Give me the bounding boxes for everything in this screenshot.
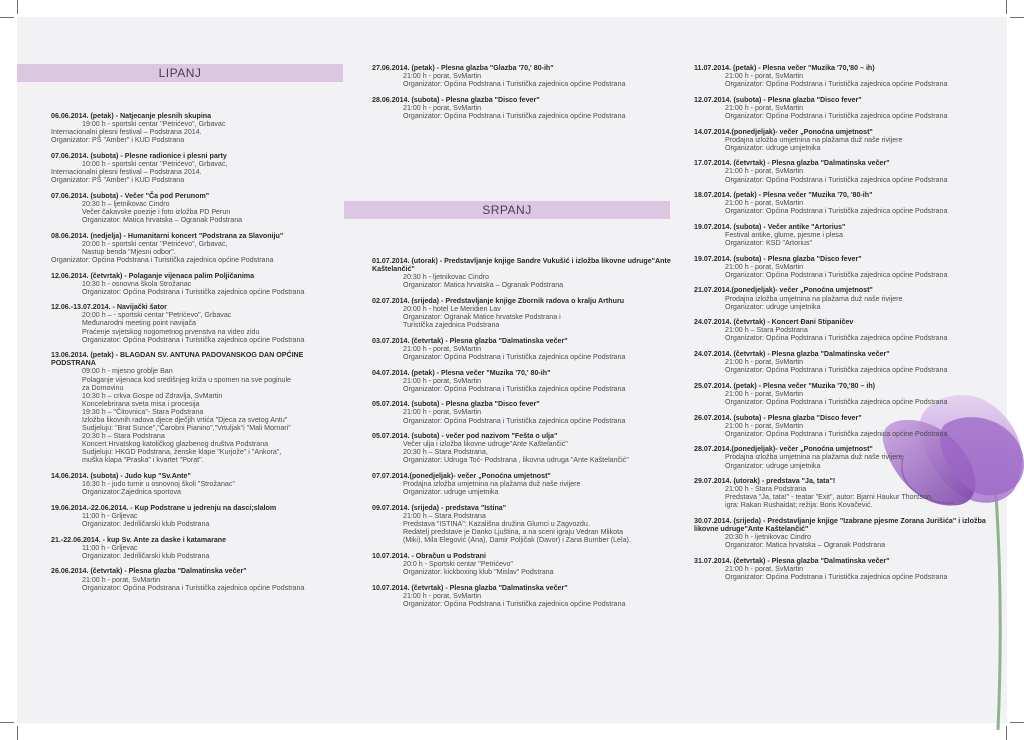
event-title: 01.07.2014. (utorak) - Predstavljanje knjige Sandre Vukušić i izložba likovne udruge"Ante Kaštelančić" [372,257,671,274]
event-detail: Prodajna izložba umjetnina na plažama duž naše rivijere [725,453,903,462]
event-detail: 21:00 h - porat, SvMartin [725,167,804,176]
event-detail: Predstava "ISTINA": Kazališna družina Glumci u Zagvozdu. [403,519,590,528]
event-detail: Redatelj predstave je Danko Ljuština, a na sceni igraju Vedran Mlikota [403,528,624,537]
event-entry [694,477,994,509]
event-title: 26.07.2014. (subota) - Plesna glazba "Disco fever" [694,413,862,422]
event-detail: 10:30 h – crkva Gospe od Zdravlja, SvMartin [82,391,223,400]
event-detail: Organizator: Matica hrvatska – Ogranak Podstrana [725,541,886,550]
event-detail: muška klapa "Praska" i kvartet "Porat". [82,456,204,465]
event-entry [694,286,994,310]
srpanj-column-2 [694,64,994,589]
event-title: 28.07.2014.(ponedjeljak)- večer „Ponoćna umjetnost" [694,445,873,454]
event-entry [51,112,336,144]
section-header-srpanj: SRPANJ [344,201,670,219]
event-entry [372,257,672,289]
event-detail: 21:00 h - porat, SvMartin [725,389,804,398]
event-detail: Organizator: Ogranak Matice hrvatske Podstrana i [403,313,561,322]
event-detail: Organizator: KSD "Artorius" [725,239,813,248]
event-detail: 21:00 h - porat, SvMartin [725,358,804,367]
event-detail: 20:0 h - Sportski centar "Petrićevo" [403,559,513,568]
event-detail: Koncert Hrvatskog katoličkog glazbenog društva Podstrana [82,440,269,449]
event-detail: 21:00 h – Stara Podstrana [403,511,486,520]
event-detail: Organizator: Općina Podstrana i Turistička zajednica općine Podstrana [82,583,305,592]
event-entry [51,272,336,296]
event-detail: Sudjeluju: "Brat Sunce","Čarobni Pianino","Vrtuljak"i "Mali Mornari" [82,424,291,433]
event-title: 02.07.2014. (srijeda) - Predstavljanje knjige Zbornik radova o kralju Arthuru [372,296,625,305]
event-title: 21.-22.06.2014. - kup Sv. Ante za daske i katamarane [51,535,227,544]
event-entry [51,232,336,264]
event-detail: Organizator: Općina Podstrana i Turistička zajednica općine Podstrana [403,352,626,361]
event-title: 24.07.2014. (četvrtak) - Koncert Đani Stipaničev [694,318,854,327]
event-detail: Organizator: Matica hrvatska – Ogranak Podstrana [403,281,564,290]
event-detail: 20:30 h – Stara Podstrana, [403,448,488,457]
event-detail: Organizator: Općina Podstrana i Turistička zajednica općine Podstrana [403,416,626,425]
event-detail: Organizator: Općina Podstrana i Turistička zajednica općine Podstrana [725,573,948,582]
event-detail: Organizator: udruge umjetnika [725,143,821,152]
event-title: 03.07.2014. (četvrtak) - Plesna glazba "Dalmatinska večer" [372,336,568,345]
event-detail: Organizator: Općina Podstrana i Turistička zajednica općine Podstrana [725,334,948,343]
event-detail: Organizator: Općina Podstrana i Turistička zajednica općine Podstrana [403,599,626,608]
event-detail: Nastup benda "Mjesni odbor". [82,247,176,256]
event-detail: Organizator: Općina Podstrana i Turistička zajednica općine Podstrana [82,287,305,296]
event-title: 14.07.2014.(ponedjeljak)- večer „Ponoćna umjetnost" [694,127,873,136]
event-detail: Organizator: Općina Podstrana i Turistička zajednica općine Podstrana [725,80,948,89]
event-detail: 21:00 h - porat, SvMartin [725,72,804,81]
event-entry [51,152,336,184]
event-detail: 11:00 h - Grljevac [82,511,138,520]
event-title: 08.06.2014. (nedjelja) - Humanitarni koncert "Podstrana za Slavoniju" [51,231,284,240]
event-detail: 21:00 h - porat, SvMartin [82,575,161,584]
event-detail: Večer ulja i izložba likovne udruge"Ante Kaštelančić" [403,440,568,449]
event-title: 24.07.2014. (četvrtak) - Plesna glazba "Dalmatinska večer" [694,350,890,359]
event-detail: 10:00 h - sportski centar "Petrićevo", Grbavac, [82,159,228,168]
event-detail: 09:00 h - mjesno groblje Ban [82,367,173,376]
event-detail: Organizator: udruge umjetnika [725,461,821,470]
event-detail: igra: Rakan Rushaidat; režija: Boris Kovačević. [725,501,873,510]
event-entry [694,414,994,438]
event-detail: 16:30 h - judo turnir u osnovnoj školi "Strožanac" [82,480,235,489]
event-title: 19.07.2014. (subota) - Večer antike "Artorius" [694,222,846,231]
event-detail: Organizator: Jedriličarski klub Podstrana [82,551,210,560]
event-entry [372,400,672,424]
event-detail: 21:00 h - porat, SvMartin [403,591,482,600]
event-detail: Turistička zajednica Podstrana [403,321,500,330]
event-title: 12.06.-13.07.2014. - Navijački šator [51,303,167,312]
event-detail: Praćenje svjetskog nogometnog prvenstva na video zidu [82,327,260,336]
event-title: 07.07.2014.(ponedjeljak)- večer „Ponoćna umjetnost" [372,471,551,480]
event-title: 19.06.2014.-22.06.2014. - Kup Podstrane u jedrenju na dasci;slalom [51,503,277,512]
event-detail: Sudjeluju: HKGD Podstrana, ženske klape "Kurjože" i "Ankora", [82,448,282,457]
event-detail: Organizator: Općina Podstrana i Turistička zajednica općine Podstrana [51,255,274,264]
event-title: 28.06.2014. (subota) - Plesna glazba "Disco fever" [372,95,540,104]
event-entry [372,64,672,88]
event-detail: 20:00 h - sportski centar "Petrićevo", Grbavac, [82,239,228,248]
event-entry [51,567,336,591]
lipanj-events-cont [372,64,672,120]
event-detail: 21:00 h - porat, SvMartin [403,408,482,417]
event-detail: 21:00 h - porat, SvMartin [403,376,482,385]
event-entry [372,552,672,576]
event-detail: 20:00 h - hotel Le Meridien Lav [403,304,501,313]
srpanj-events [372,257,672,615]
event-title: 29.07.2014. (utorak) - predstava "Ja, tata"! [694,477,836,486]
event-detail: za Domovinu [82,383,124,392]
event-entry [372,337,672,361]
event-entry [51,303,336,343]
event-entry [372,504,672,544]
event-title: 19.07.2014. (subota) - Plesna glazba "Disco fever" [694,254,862,263]
event-entry [694,445,994,469]
event-detail: Organizator: Jedriličarski klub Podstrana [82,520,210,529]
event-detail: Organizator: Općina Podstrana i Turistička zajednica općine Podstrana [725,207,948,216]
event-detail: 11:00 h - Grljevac [82,543,138,552]
event-entry [694,223,994,247]
section-header-lipanj: LIPANJ [17,64,343,82]
event-detail: 19:00 h - sportski centar "Petrićevo", Grbavac [82,120,226,129]
event-title: 07.06.2014. (subota) - Plesne radionice i plesni party [51,151,227,160]
event-detail: 20:00 h – - sportski centar "Petrićevo", Grbavac [82,311,232,320]
event-entry [694,64,994,88]
crop-mark [0,17,14,18]
event-detail: 21:00 h - porat, SvMartin [725,565,804,573]
event-title: 06.06.2014. (petak) - Natjecanje plesnih skupina [51,112,212,120]
event-detail: (Miki), Mila Elegović (Ana), Damir Poljičak (Davor) i Zana Bumber (Lela). [403,536,631,545]
event-detail: Organizator: Općina Podstrana i Turistička zajednica općine Podstrana [82,335,305,344]
event-entry [694,382,994,406]
event-detail: Organizator: Općina Podstrana i Turistička zajednica općine Podstrana [725,366,948,375]
event-entry [694,191,994,215]
event-entry [372,297,672,329]
event-detail: Izložba likovnih radova djece dječjih vrtića "Djeca za svetog Antu" [82,416,288,424]
event-title: 10.07.2014. (četvrtak) - Plesna glazba "Dalmatinska večer" [372,583,568,592]
event-title: 12.07.2014. (subota) - Plesna glazba "Disco fever" [694,95,862,104]
event-entry [51,192,336,224]
crop-mark [0,722,14,723]
event-entry [694,159,994,183]
event-detail: Organizator: udruge umjetnika [403,488,499,497]
event-title: 17.07.2014. (četvrtak) - Plesna glazba "Dalmatinska večer" [694,159,890,168]
event-detail: 21:00 h - porat, SvMartin [725,103,804,112]
event-detail: Prodajna izložba umjetnina na plažama duž naše rivijere [403,480,581,489]
event-title: 27.06.2014. (petak) - Plesna glazba "Glazba '70,' 80-ih" [372,64,554,72]
event-title: 10.07.2014. - Obračun u Podstrani [372,551,486,560]
event-detail: Večer čakavske poezije i foto izložba PD Perun [82,207,231,216]
event-detail: Koncelebrirana sveta misa i procesija [82,399,200,408]
event-detail: Organizator: Općina Podstrana i Turistička zajednica općine Podstrana [403,80,626,89]
event-detail: Organizator: Općina Podstrana i Turistička zajednica općine Podstrana [725,429,948,438]
event-detail: 20:30 h – Stara Podstrana [82,432,165,441]
event-detail: Predstava "Ja, tata!" - teatar "Exit", autor: Bjarni Haukur Thorsson, [725,493,933,502]
event-detail: Prodajna izložba umjetnina na plažama duž naše rivijere [725,135,903,144]
event-entry [372,369,672,393]
event-detail: 21:00 h - porat, SvMartin [403,103,482,112]
event-title: 05.07.2014. (subota) - Plesna glazba "Disco fever" [372,400,540,409]
event-detail: 21:00 h - porat, SvMartin [403,344,482,353]
event-entry [694,517,994,549]
event-detail: 21:00 h – Stara Podstrana [725,326,808,335]
event-detail: Internacionalni plesni festival – Podstrana 2014. [51,128,202,137]
event-detail: 20:30 h - ljetnikovac Cindro [403,273,489,282]
event-detail: 21:00 h - porat, SvMartin [725,199,804,208]
event-title: 11.07.2014. (petak) - Plesna večer "Muzika '70,'80 – ih) [694,64,875,72]
event-detail: Organizator:Zajednica sportova [82,488,181,497]
event-entry [51,472,336,496]
event-title: 07.06.2014. (subota) - Večer "Ča pod Perunom" [51,191,210,200]
event-title: 12.06.2014. (četvrtak) - Polaganje vijenaca palim Poljičanima [51,271,255,280]
crop-mark [17,726,18,740]
event-detail: 21:00 h - porat, SvMartin [725,421,804,430]
event-detail: Organizator: Udruga Toć- Podstrana , likovna udruga "Ante Kaštelančić" [403,456,629,465]
event-entry [51,504,336,528]
event-detail: Organizator: Općina Podstrana i Turistička zajednica općine Podstrana [403,384,626,393]
event-entry [694,128,994,152]
event-entry [372,584,672,608]
crop-mark [1006,0,1007,14]
event-detail: Organizator: Općina Podstrana i Turistička zajednica općine Podstrana [725,398,948,406]
event-detail: Prodajna izložba umjetnina na plažama duž naše rivijere [725,294,903,303]
event-detail: 21:00 h - Stara Podstrana [725,485,807,494]
event-title: 09.07.2014. (srijeda) - predstava "Istina" [372,503,507,512]
event-title: 14.06.2014. (subota) - Judo kup "Sv.Ante" [51,472,191,481]
event-detail: Organizator: Općina Podstrana i Turistička zajednica općine Podstrana [725,270,948,279]
event-title: 25.07.2014. (petak) - Plesna večer "Muzika '70,'80 – ih) [694,381,876,390]
event-detail: Organizator: PŠ "Amber" i KUD Podstrana [51,176,185,185]
crop-mark [17,0,18,14]
event-detail: Internacionalni plesni festival – Podstrana 2014. [51,168,202,177]
event-entry [51,536,336,560]
event-detail: 19:30 h – "Čitovnica"- Stara Podstrana [82,407,204,416]
event-title: 26.06.2014. (četvrtak) - Plesna glazba "Dalmatinska večer" [51,567,247,576]
event-detail: 20:30 h – ljetnikovac Cindro [82,199,170,208]
event-detail: Organizator: Matica hrvatska – Ogranak Podstrana [82,216,243,225]
event-entry [372,472,672,496]
event-title: 13.06.2014. (petak) - BLAGDAN SV. ANTUNA PADOVANSKOG DAN OPĆINE PODSTRANA [51,351,304,368]
lipanj-column [51,112,336,599]
event-detail: Međunarodni meeting point navijača [82,319,196,328]
event-entry [694,557,994,581]
crop-mark [1010,17,1024,18]
event-entry [51,351,336,464]
event-title: 04.07.2014. (petak) - Plesna večer "Muzika '70,' 80-ih" [372,368,551,377]
event-entry [372,432,672,464]
event-detail: Organizator: Općina Podstrana i Turistička zajednica općine Podstrana [725,175,948,184]
event-detail: 21:00 h - porat, SvMartin [403,72,482,81]
event-detail: Organizator: Općina Podstrana i Turistička zajednica općine Podstrana [725,111,948,120]
event-title: 21.07.2014.(ponedjeljak)- večer „Ponoćna umjetnost" [694,286,873,295]
event-detail: Organizator: PŠ "Amber" i KUD Podstrana [51,136,185,145]
event-entry [694,255,994,279]
event-detail: Festival antike, glume, pjesme i plesa [725,231,843,239]
event-detail: 21:00 h - porat, SvMartin [725,262,804,271]
event-title: 05.07.2014. (subota) - večer pod nazivom "Fešta o ulja" [372,432,558,441]
event-entry [372,96,672,120]
event-detail: Organizator: Općina Podstrana i Turistička zajednica općine Podstrana [403,111,626,120]
event-title: 30.07.2014. (srijeda) - Predstavljanje knjige "Izabrane pjesme Zorana Jurišića" i izložba likovne udruge"Ante Kaštelančić" [694,517,986,534]
event-detail: Polaganje vijenaca kod središnjeg križa u spomen na sve poginule [82,375,292,384]
event-title: 18.07.2014. (petak) - Plesna večer "Muzika '70, '80-ih" [694,191,873,200]
event-detail: Organizator: kickboxing klub "Mislav" Podstrana [403,567,554,576]
event-entry [694,350,994,374]
event-entry [694,96,994,120]
event-title: 31.07.2014. (četvrtak) - Plesna glazba "Dalmatinska večer" [694,556,890,565]
event-detail: 10:30 h - osnovna škola Strožanac [82,279,192,288]
event-entry [694,318,994,342]
event-detail: 20:30 h - ljetnikovac Cindro [725,533,811,542]
event-detail: Organizator: udruge umjetnika [725,302,821,311]
